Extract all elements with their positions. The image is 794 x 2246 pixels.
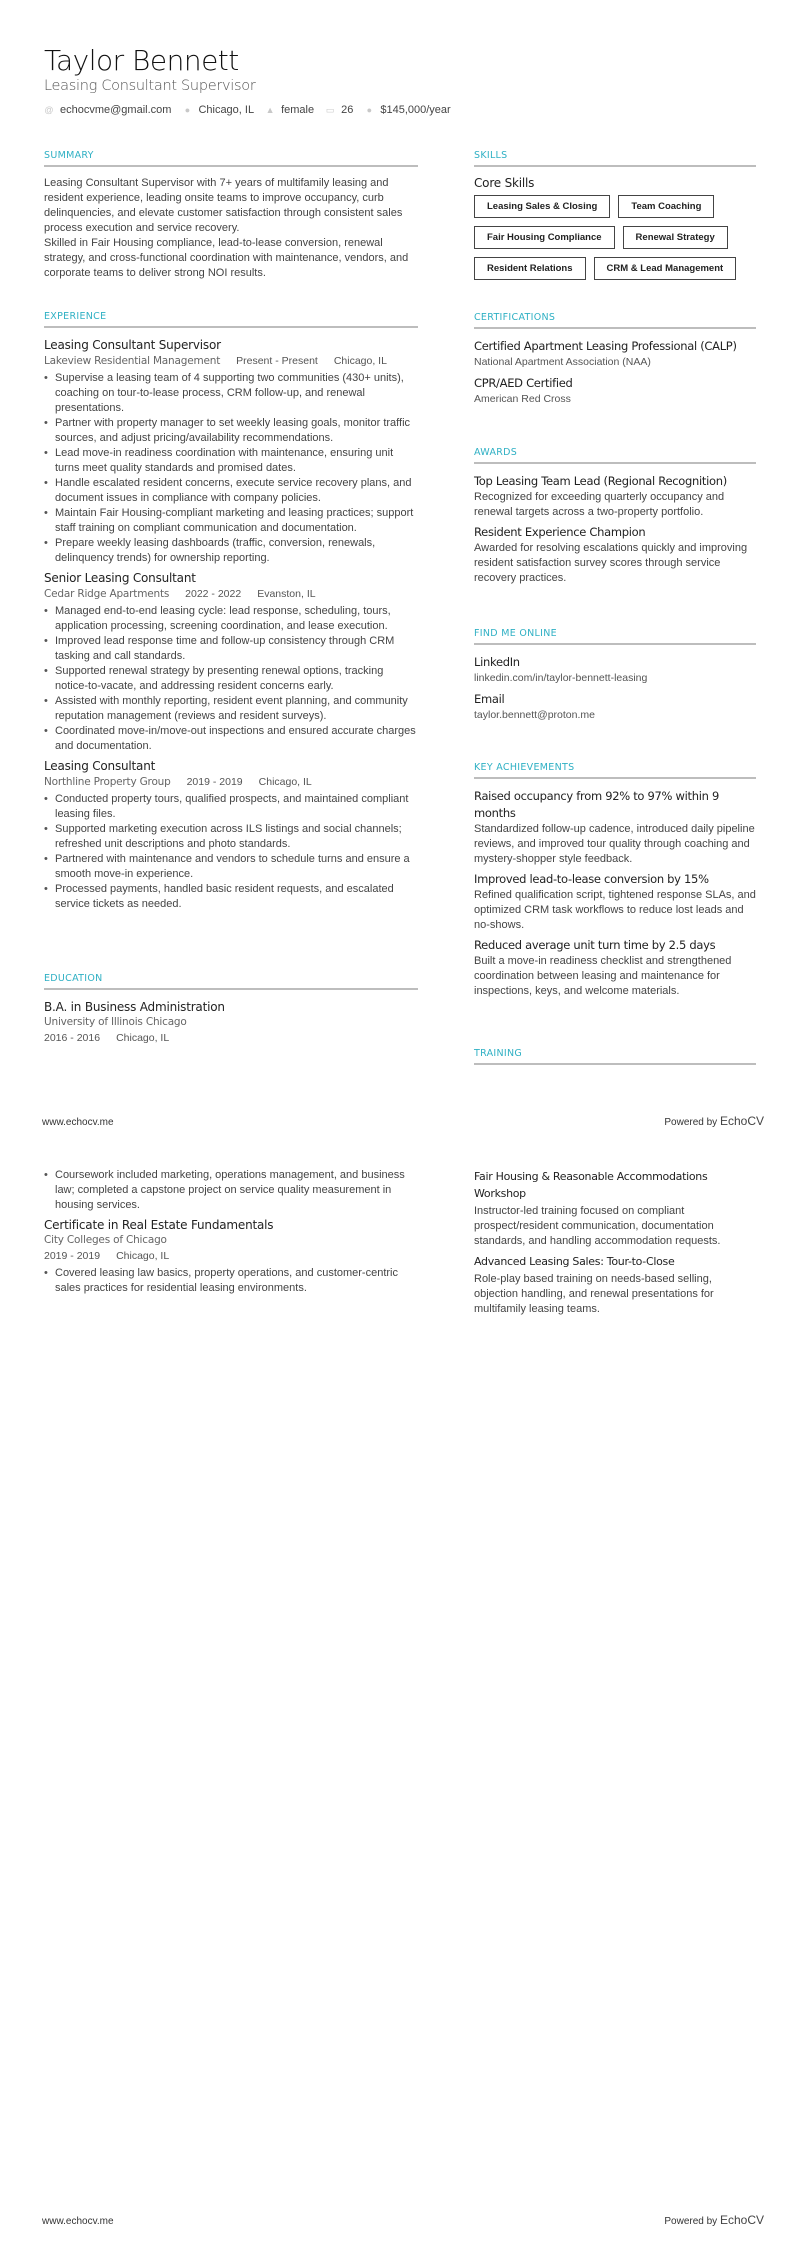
bullet-item: • Coursework included marketing, operations management, and business law; completed a capstone project on service quality measurement in housing services.	[44, 1168, 418, 1213]
at-icon: @	[44, 105, 54, 115]
experience-heading: EXPERIENCE	[44, 311, 418, 328]
job-bullets	[44, 371, 418, 566]
contact-gender-value: female	[281, 104, 315, 116]
job-bullets	[44, 604, 418, 754]
experience-section	[44, 311, 418, 912]
degree-title: B.A. in Business Administration	[44, 1000, 225, 1014]
achievement-desc: Built a move-in readiness checklist and strengthened coordination between leasing and maintenance for inspections, keys, and welcome materials.	[474, 955, 732, 997]
training-desc: Role-play based training on needs-based selling, objection handling, and renewal presentations for multifamily leasing teams.	[474, 1273, 714, 1315]
education-heading: EDUCATION	[44, 973, 418, 990]
online-label: Email	[474, 692, 505, 706]
company-name: Lakeview Residential Management	[44, 355, 221, 367]
education-dates: 2016 - 2016	[44, 1032, 101, 1044]
training-title: Fair Housing & Reasonable Accommodations Workshop	[474, 1170, 708, 1200]
job-title: Senior Leasing Consultant	[44, 571, 196, 585]
contact-gender	[265, 104, 314, 116]
cert-title: Certified Apartment Leasing Professional (CALP)	[474, 339, 737, 353]
contact-email	[44, 104, 171, 116]
person-icon: ▲	[265, 105, 275, 115]
training-section	[474, 1048, 756, 1074]
bullet-item: • Handle escalated resident concerns, execute service recovery plans, and document issues in compliance with company policies.	[44, 476, 418, 506]
bullet-item: • Prepare weekly leasing dashboards (traffic, conversion, renewals, delinquency trends) for ownership reporting.	[44, 536, 418, 566]
achievement-desc: Standardized follow-up cadence, introduced daily pipeline reviews, and improved tour quality through coaching and mystery-shopper style feedback.	[474, 823, 755, 865]
right-column	[474, 150, 756, 1059]
bullet-item: • Supported renewal strategy by presenting renewal options, tracking notice-to-vacate, and addressing resident concerns early.	[44, 664, 418, 694]
email-link[interactable]: taylor.bennett@proton.me	[474, 709, 595, 721]
bullet-item: • Conducted property tours, qualified prospects, and maintained compliant leasing files.	[44, 792, 418, 822]
education-meta	[44, 1030, 418, 1046]
summary-paragraph: Skilled in Fair Housing compliance, lead-to-lease conversion, renewal strategy, and cross-functional coordination with maintenance, vendors, and corporate teams to deliver strong NOI results.	[44, 237, 409, 279]
contact-salary-value: $145,000/year	[380, 104, 451, 116]
skills-tags	[474, 195, 756, 280]
education-section	[44, 973, 418, 1048]
bullet-item: • Processed payments, handled basic resident requests, and escalated service tickets as needed.	[44, 882, 418, 912]
certifications-section	[474, 312, 756, 412]
award-desc: Recognized for exceeding quarterly occupancy and renewal targets across a two-property portfolio.	[474, 491, 725, 518]
bullet-item: • Maintain Fair Housing-compliant marketing and leasing practices; support staff training on compliant communication and documentation.	[44, 506, 418, 536]
awards-section	[474, 447, 756, 586]
contact-location	[182, 104, 254, 116]
bullet-item: • Managed end-to-end leasing cycle: lead response, scheduling, tours, application processing, screening coordination, and lease execution.	[44, 604, 418, 634]
skills-heading: SKILLS	[474, 150, 756, 167]
online-section	[474, 628, 756, 728]
education-dates: 2019 - 2019	[44, 1250, 101, 1262]
degree-title: Certificate in Real Estate Fundamentals	[44, 1218, 274, 1232]
linkedin-link[interactable]: linkedin.com/in/taylor-bennett-leasing	[474, 672, 648, 684]
education-meta	[44, 1248, 418, 1264]
contact-age-value: 26	[341, 104, 354, 116]
right-column-continued	[474, 1168, 756, 1317]
experience-item	[44, 570, 418, 754]
experience-item	[44, 758, 418, 912]
job-location: Evanston, IL	[257, 588, 316, 600]
education-bullets	[44, 1168, 418, 1213]
bullet-item: • Assisted with monthly reporting, resident event planning, and community reputation management (reviews and resident surveys).	[44, 694, 418, 724]
training-title: Advanced Leasing Sales: Tour-to-Close	[474, 1255, 675, 1268]
skill-tag: Leasing Sales & Closing	[474, 195, 610, 218]
contact-row	[44, 104, 462, 116]
skill-tag: Renewal Strategy	[623, 226, 728, 249]
bullet-item: • Covered leasing law basics, property operations, and customer-centric sales practices for residential leasing environments.	[44, 1266, 418, 1296]
left-column	[44, 150, 418, 916]
achievement-title: Raised occupancy from 92% to 97% within 9 months	[474, 789, 719, 820]
bullet-item: • Partnered with maintenance and vendors to schedule turns and ensure a smooth move-in experience.	[44, 852, 418, 882]
job-location: Chicago, IL	[333, 355, 387, 367]
bullet-item: • Partner with property manager to set weekly leasing goals, monitor traffic sources, and adjust pricing/availability recommendations.	[44, 416, 418, 446]
training-heading: TRAINING	[474, 1048, 756, 1065]
footer-site-link[interactable]: www.echocv.me	[42, 1117, 114, 1128]
achievement-title: Reduced average unit turn time by 2.5 days	[474, 938, 716, 952]
school-name: City Colleges of Chicago	[44, 1234, 167, 1246]
contact-email-value: echocvme@gmail.com	[60, 104, 172, 116]
job-meta	[44, 774, 418, 790]
bullet-item: • Coordinated move-in/move-out inspections and ensured accurate charges and documentation.	[44, 724, 418, 754]
resume-page-2	[0, 1123, 794, 2246]
salary-icon: ●	[366, 105, 373, 115]
education-item	[44, 1217, 418, 1296]
contact-age	[325, 104, 353, 116]
summary-paragraph: Leasing Consultant Supervisor with 7+ years of multifamily leasing and resident experience, leading onsite teams to improve occupancy, curb delinquencies, and elevate customer satisfaction through consistent sales process execution and service recovery.	[44, 177, 403, 234]
brand-name: EchoCV	[719, 2213, 764, 2227]
bullet-item: • Improved lead response time and follow-up consistency through CRM tasking and call standards.	[44, 634, 418, 664]
contact-location-value: Chicago, IL	[198, 104, 255, 116]
powered-by-label: Powered by	[664, 2216, 718, 2227]
job-title: Leasing Consultant Supervisor	[44, 338, 221, 352]
achievements-heading: KEY ACHIEVEMENTS	[474, 762, 756, 779]
job-title: Leasing Consultant	[44, 759, 156, 773]
skill-tag: Resident Relations	[474, 257, 586, 280]
summary-section	[44, 150, 418, 281]
skill-tag: Fair Housing Compliance	[474, 226, 615, 249]
award-desc: Awarded for resolving escalations quickly and improving resident satisfaction survey scores through service recovery practices.	[474, 542, 748, 584]
summary-heading: SUMMARY	[44, 150, 418, 167]
bullet-item: • Lead move-in readiness coordination with maintenance, ensuring unit turns meet quality standards and promised dates.	[44, 446, 418, 476]
company-name: Northline Property Group	[44, 776, 171, 788]
job-location: Chicago, IL	[258, 776, 312, 788]
online-heading: FIND ME ONLINE	[474, 628, 756, 645]
training-desc: Instructor-led training focused on compliant prospect/resident communication, documentation standards, and handling accommodation requests.	[474, 1205, 721, 1247]
achievement-desc: Refined qualification script, tightened response SLAs, and optimized CRM task workflows to reduce lost leads and no-shows.	[474, 889, 756, 931]
award-title: Resident Experience Champion	[474, 525, 646, 539]
candidate-role: Leasing Consultant Supervisor	[44, 78, 256, 94]
cert-org: National Apartment Association (NAA)	[474, 356, 651, 368]
awards-heading: AWARDS	[474, 447, 756, 464]
cert-org: American Red Cross	[474, 393, 571, 405]
job-meta	[44, 353, 418, 369]
footer-site-link[interactable]: www.echocv.me	[42, 2216, 114, 2227]
education-item	[44, 999, 418, 1046]
education-location: Chicago, IL	[116, 1250, 170, 1262]
online-label: LinkedIn	[474, 655, 520, 669]
bullet-item: • Supervise a leasing team of 4 supporting two communities (430+ units), coaching on tour-to-lease process, CRM follow-up, and renewal presentations.	[44, 371, 418, 416]
bullet-item: • Supported marketing execution across ILS listings and social channels; refreshed unit descriptions and photo standards.	[44, 822, 418, 852]
left-column-continued	[44, 1168, 418, 1300]
job-dates: Present - Present	[236, 355, 318, 367]
job-dates: 2019 - 2019	[186, 776, 243, 788]
footer-powered-by[interactable]	[664, 2213, 764, 2227]
job-dates: 2022 - 2022	[185, 588, 242, 600]
powered-by-label: Powered by	[664, 1117, 718, 1128]
skill-tag: CRM & Lead Management	[594, 257, 737, 280]
brand-name: EchoCV	[719, 1114, 764, 1128]
education-bullets	[44, 1266, 418, 1296]
achievement-title: Improved lead-to-lease conversion by 15%	[474, 872, 709, 886]
candidate-name: Taylor Bennett	[44, 44, 239, 77]
calendar-icon: ▭	[325, 105, 335, 115]
cert-title: CPR/AED Certified	[474, 376, 573, 390]
award-title: Top Leasing Team Lead (Regional Recognition)	[474, 474, 727, 488]
education-location: Chicago, IL	[116, 1032, 170, 1044]
job-bullets	[44, 792, 418, 912]
achievements-section	[474, 762, 756, 999]
skills-section	[474, 150, 756, 280]
skill-tag: Team Coaching	[618, 195, 714, 218]
school-name: University of Illinois Chicago	[44, 1016, 187, 1028]
experience-item	[44, 337, 418, 566]
job-meta	[44, 586, 418, 602]
location-pin-icon: ●	[184, 105, 191, 115]
skills-group-title: Core Skills	[474, 176, 535, 190]
contact-salary	[364, 104, 450, 116]
company-name: Cedar Ridge Apartments	[44, 588, 170, 600]
certifications-heading: CERTIFICATIONS	[474, 312, 756, 329]
